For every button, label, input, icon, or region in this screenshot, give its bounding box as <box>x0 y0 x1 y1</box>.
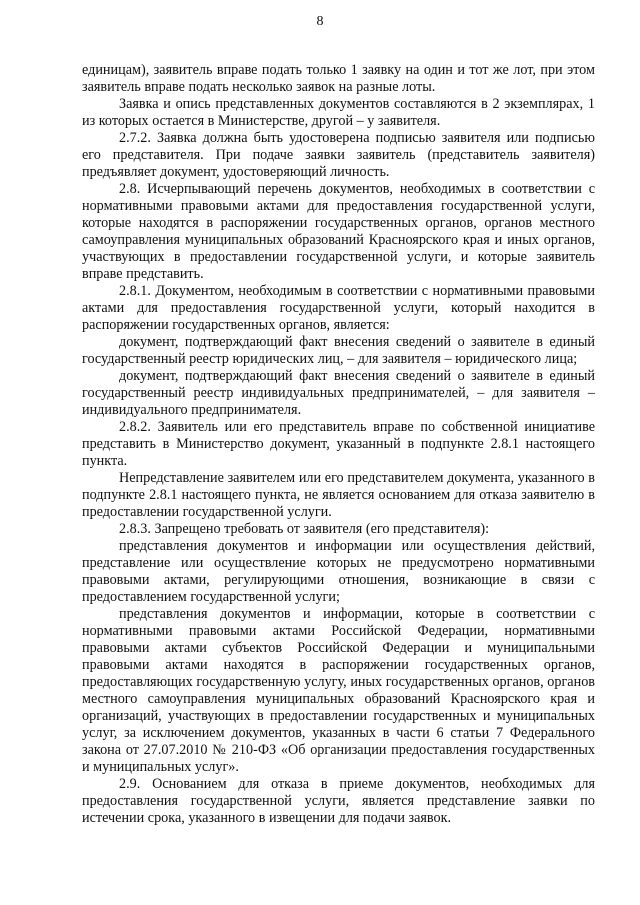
paragraph-prohibition-documents: представления документов и информации, которые в соответствии с нормативными правовыми актами Российской Федерации, нормативными правовыми актами субъектов Российской Федерации и муниципальными правовыми актами находятся в распоряжении государственных органов, предоставляющих государственную услугу, иных государственных органов, органов местного самоуправления муниципальных образований Красноярского края и организаций, участвующих в предоставлении государственных и муниципальных услуг, за исключением документов, указанных в части 6 статьи 7 Федерального закона от 27.07.2010 № 210-ФЗ «Об организации предоставления государственных и муниципальных услуг». <box>82 606 595 775</box>
paragraph-2-9: 2.9. Основанием для отказа в приеме документов, необходимых для предоставления государственной услуги, является представление заявки по истечении срока, указанного в извещении для подачи заявок. <box>82 776 595 826</box>
paragraph-continuation: единицам), заявитель вправе подать только 1 заявку на один и тот же лот, при этом заявитель вправе подать несколько заявок на разные лоты. <box>82 62 595 95</box>
paragraph-2-7-2: 2.7.2. Заявка должна быть удостоверена подписью заявителя или подписью его представителя. При подаче заявки заявитель (представитель заявителя) предъявляет документ, удостоверяющий личность. <box>82 130 595 180</box>
paragraph-copies: Заявка и опись представленных документов составляются в 2 экземплярах, 1 из которых остается в Министерстве, другой – у заявителя. <box>82 96 595 129</box>
paragraph-2-8-3: 2.8.3. Запрещено требовать от заявителя (его представителя): <box>119 521 490 537</box>
paragraph-entrepreneur-document: документ, подтверждающий факт внесения сведений о заявителе в единый государственный реестр индивидуальных предпринимателей, – для заявителя – индивидуального предпринимателя. <box>82 368 595 418</box>
paragraph-legal-entity-document: документ, подтверждающий факт внесения сведений о заявителе в единый государственный реестр юридических лиц, – для заявителя – юридического лица; <box>82 334 595 367</box>
paragraph-2-8: 2.8. Исчерпывающий перечень документов, необходимых в соответствии с нормативными правовыми актами для предоставления государственной услуги, которые находятся в распоряжении государственных органов, органов местного самоуправления муниципальных образований Красноярского края и иных органов, участвующих в предоставлении государственной услуги, и которые заявитель вправе представить. <box>82 181 595 282</box>
paragraph-non-submission: Непредставление заявителем или его представителем документа, указанного в подпункте 2.8.1 настоящего пункта, не является основанием для отказа заявителю в предоставлении государственной услуги. <box>82 470 595 520</box>
paragraph-prohibition-actions: представления документов и информации или осуществления действий, представление или осуществление которых не предусмотрено нормативными правовыми актами, регулирующими отношения, возникающие в связи с предоставлением государственной услуги; <box>82 538 595 605</box>
paragraph-2-8-2: 2.8.2. Заявитель или его представитель вправе по собственной инициативе представить в Министерство документ, указанный в подпункте 2.8.1 настоящего пункта. <box>82 419 595 469</box>
page-number: 8 <box>316 14 324 29</box>
paragraph-2-8-1: 2.8.1. Документом, необходимым в соответствии с нормативными правовыми актами для предоставления государственной услуги, который находится в распоряжении государственных органов, является: <box>82 283 595 333</box>
body-text <box>82 62 595 827</box>
